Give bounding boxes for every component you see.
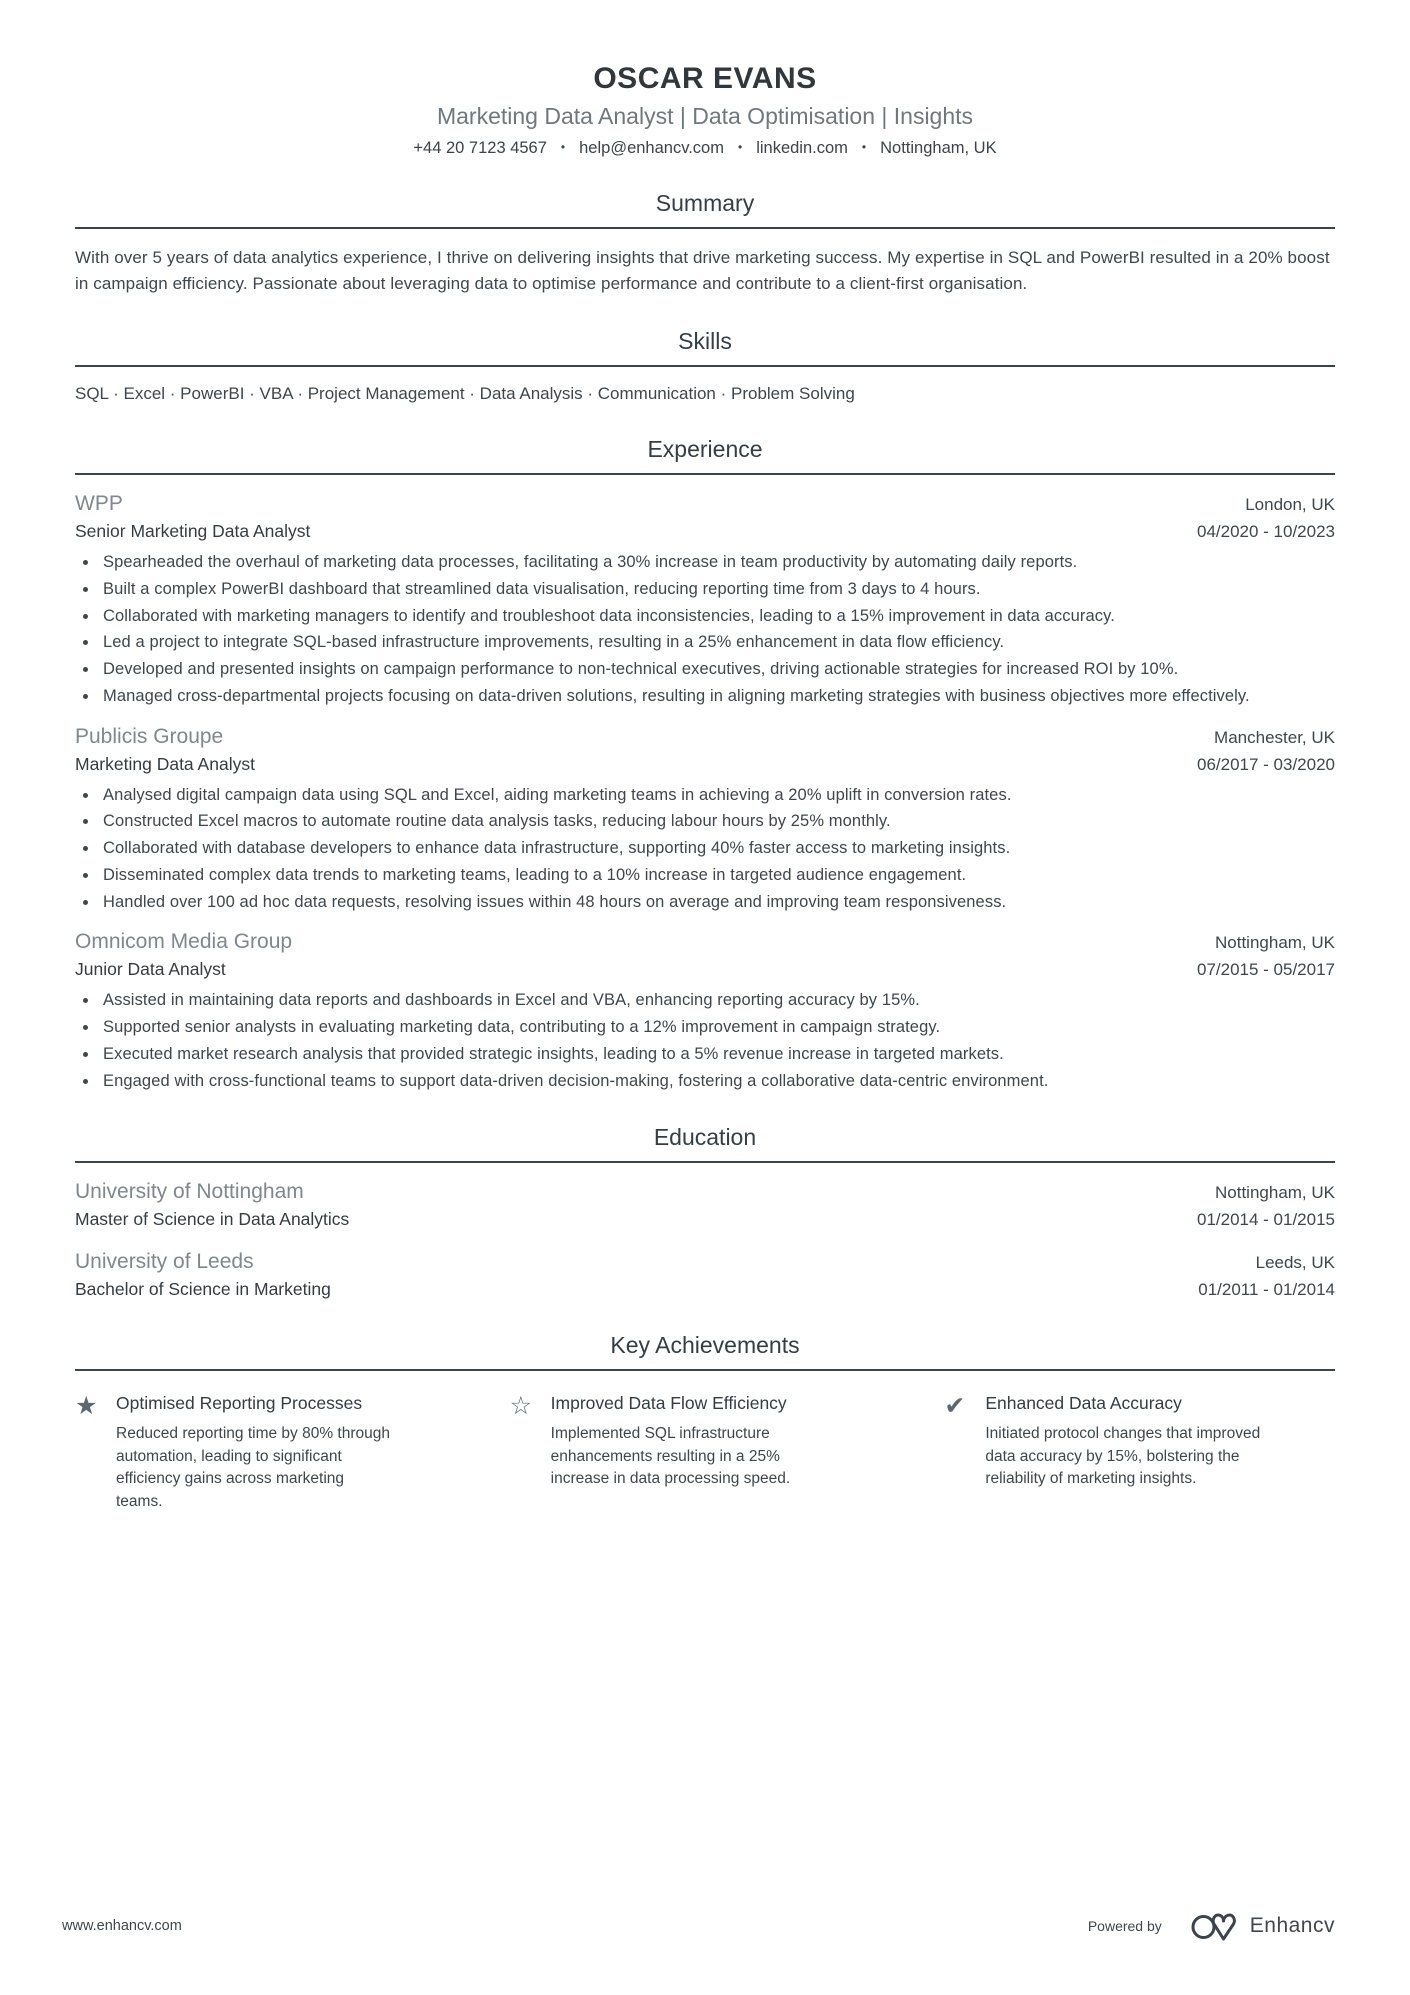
achievement-description: Implemented SQL infrastructure enhancements resulting in a 25% increase in data processing speed. xyxy=(550,1425,791,1488)
achievement-item xyxy=(75,1393,466,1513)
skills-line: SQL · Excel · PowerBI · VBA · Project Management · Data Analysis · Communication · Problem Solving xyxy=(75,384,855,403)
job-dates: 06/2017 - 03/2020 xyxy=(1196,754,1335,774)
achievement-title: Enhanced Data Accuracy xyxy=(985,1393,1182,1414)
achievement-description: Initiated protocol changes that improved data accuracy by 15%, bolstering the reliability of marketing insights. xyxy=(985,1425,1261,1488)
job-bullets xyxy=(75,551,1335,708)
degree-name: Master of Science in Data Analytics xyxy=(75,1209,350,1230)
achievement-item xyxy=(510,1393,901,1513)
experience-entry xyxy=(75,492,1335,708)
experience-entry xyxy=(75,725,1335,914)
achievements-section xyxy=(75,1332,1335,1513)
school-location: Nottingham, UK xyxy=(1215,1183,1335,1203)
contact-phone: +44 20 7123 4567 xyxy=(413,139,547,157)
company-name: Publicis Groupe xyxy=(75,724,224,748)
summary-heading: Summary xyxy=(75,190,1335,229)
enhancv-logo-icon xyxy=(1190,1909,1240,1943)
achievement-item xyxy=(944,1393,1335,1513)
job-bullet: • Engaged with cross-functional teams to support data-driven decision-making, fostering a collaborative data-centric environment. xyxy=(99,1070,1335,1093)
brand-name: Enhancv xyxy=(1249,1914,1335,1937)
enhancv-logo[interactable] xyxy=(1190,1909,1335,1943)
contact-email[interactable]: help@enhancv.com xyxy=(579,139,724,157)
job-bullets xyxy=(75,784,1335,914)
contact-separator: • xyxy=(560,140,566,154)
candidate-title: Marketing Data Analyst | Data Optimisation | Insights xyxy=(436,103,974,129)
education-heading: Education xyxy=(75,1124,1335,1163)
contact-separator: • xyxy=(737,140,743,154)
job-location: London, UK xyxy=(1245,495,1335,514)
education-entry xyxy=(75,1180,1335,1230)
job-dates: 07/2015 - 05/2017 xyxy=(1196,960,1335,980)
contact-separator: • xyxy=(861,140,867,154)
job-location: Nottingham, UK xyxy=(1215,933,1335,953)
school-dates: 01/2011 - 01/2014 xyxy=(1198,1280,1335,1300)
job-bullet: • Supported senior analysts in evaluating marketing data, contributing to a 12% improvement in campaign strategy. xyxy=(99,1016,1335,1039)
contact-location: Nottingham, UK xyxy=(880,139,997,157)
skills-heading: Skills xyxy=(75,328,1335,367)
job-bullet: • Handled over 100 ad hoc data requests, resolving issues within 48 hours on average and improving team responsiveness. xyxy=(99,891,1335,914)
achievement-title: Optimised Reporting Processes xyxy=(116,1393,363,1414)
school-name: University of Nottingham xyxy=(75,1180,304,1204)
school-location: Leeds, UK xyxy=(1255,1253,1335,1273)
contact-linkedin[interactable]: linkedin.com xyxy=(756,139,848,157)
job-bullet: • Collaborated with database developers to enhance data infrastructure, supporting 40% faster access to marketing insights. xyxy=(99,837,1335,860)
contact-line xyxy=(75,139,1335,158)
achievement-title: Improved Data Flow Efficiency xyxy=(550,1393,787,1414)
job-bullet: • Led a project to integrate SQL-based infrastructure improvements, resulting in a 25% enhancement in data flow efficiency. xyxy=(99,631,1335,654)
job-bullet: • Built a complex PowerBI dashboard that streamlined data visualisation, reducing reporting time from 3 days to 4 hours. xyxy=(99,578,1335,601)
job-bullet: • Assisted in maintaining data reports and dashboards in Excel and VBA, enhancing reporting accuracy by 15%. xyxy=(99,989,1335,1012)
achievement-list xyxy=(75,1393,1335,1513)
site-link[interactable]: www.enhancv.com xyxy=(62,1918,182,1934)
job-bullet: • Analysed digital campaign data using SQL and Excel, aiding marketing teams in achieving a 20% uplift in conversion rates. xyxy=(99,784,1335,807)
resume-header xyxy=(75,62,1335,158)
candidate-name: OSCAR EVANS xyxy=(593,62,817,95)
achievement-description: Reduced reporting time by 80% through automation, leading to significant efficiency gains across marketing teams. xyxy=(116,1425,390,1510)
job-location: Manchester, UK xyxy=(1214,727,1335,747)
job-bullets xyxy=(75,989,1335,1092)
education-entry xyxy=(75,1250,1335,1300)
page-footer xyxy=(0,1909,1410,1943)
skills-section xyxy=(75,328,1335,404)
school-name: University of Leeds xyxy=(75,1250,254,1274)
check-icon: ✔ xyxy=(944,1392,966,1421)
job-bullet: • Disseminated complex data trends to marketing teams, leading to a 10% increase in targeted audience engagement. xyxy=(99,864,1335,887)
job-title: Junior Data Analyst xyxy=(75,959,226,980)
job-bullet: • Executed market research analysis that provided strategic insights, leading to a 5% revenue increase in targeted markets. xyxy=(99,1043,1335,1066)
job-title: Marketing Data Analyst xyxy=(75,753,255,774)
experience-heading: Experience xyxy=(75,436,1335,475)
job-bullet: • Managed cross-departmental projects focusing on data-driven solutions, resulting in aligning marketing strategies with business objectives more effectively. xyxy=(99,685,1335,708)
job-bullet: • Constructed Excel macros to automate routine data analysis tasks, reducing labour hours by 25% monthly. xyxy=(99,810,1335,833)
company-name: Omnicom Media Group xyxy=(75,930,293,954)
experience-entries xyxy=(75,492,1335,1092)
education-entries xyxy=(75,1180,1335,1300)
company-name: WPP xyxy=(75,492,123,515)
experience-section xyxy=(75,436,1335,1092)
summary-text: With over 5 years of data analytics experience, I thrive on delivering insights that drive marketing success. My expertise in SQL and PowerBI resulted in a 20% boost in campaign efficiency. Passionate about leveraging data to optimise performance and contribute to a client-first organisation. xyxy=(75,248,1330,293)
education-section xyxy=(75,1124,1335,1300)
job-bullet: • Collaborated with marketing managers to identify and troubleshoot data inconsistencies, leading to a 15% improvement in data accuracy. xyxy=(99,605,1335,628)
powered-by-block xyxy=(1088,1909,1335,1943)
summary-section xyxy=(75,190,1335,296)
job-dates: 04/2020 - 10/2023 xyxy=(1196,522,1335,541)
degree-name: Bachelor of Science in Marketing xyxy=(75,1279,331,1300)
star-filled-icon: ★ xyxy=(75,1392,98,1421)
school-dates: 01/2014 - 01/2015 xyxy=(1196,1210,1335,1230)
job-bullet: • Spearheaded the overhaul of marketing data processes, facilitating a 30% increase in team productivity by automating daily reports. xyxy=(99,551,1335,574)
experience-entry xyxy=(75,930,1335,1092)
star-outline-icon: ☆ xyxy=(509,1392,533,1421)
powered-by-label: Powered by xyxy=(1087,1918,1162,1934)
job-title: Senior Marketing Data Analyst xyxy=(75,521,311,541)
achievements-heading: Key Achievements xyxy=(75,1332,1335,1371)
job-bullet: • Developed and presented insights on campaign performance to non-technical executives, driving actionable strategies for increased ROI by 10%. xyxy=(99,658,1335,681)
